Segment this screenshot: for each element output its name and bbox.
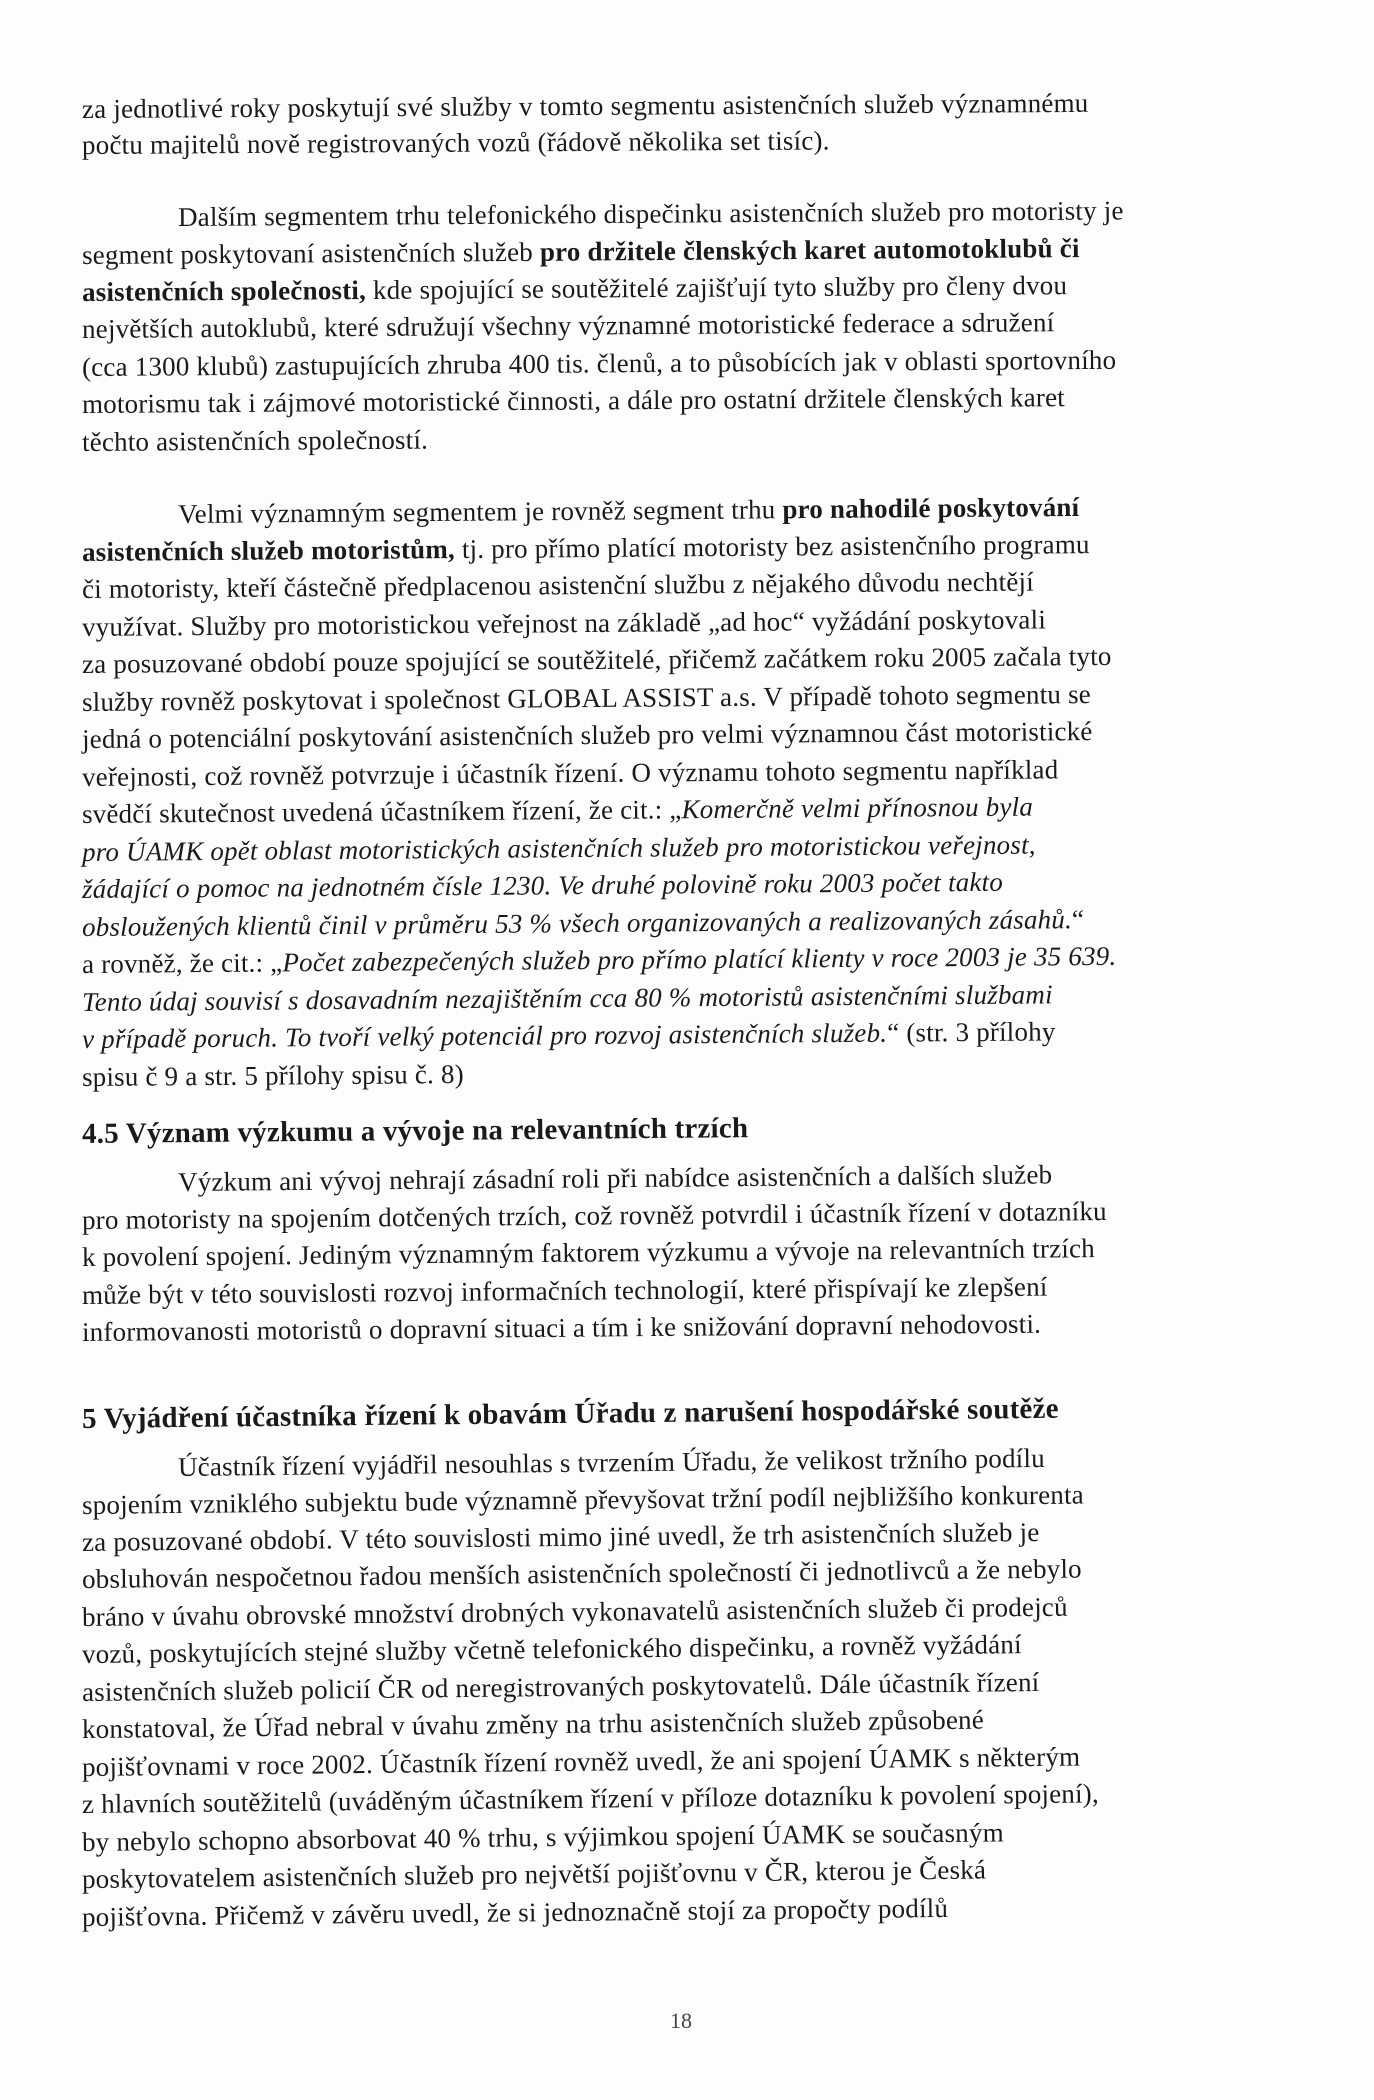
- bold-text: asistenčních společnosti,: [81, 275, 367, 307]
- text-line: [82, 1012, 1314, 1056]
- text-line: [82, 900, 1314, 944]
- bold-text: pro nahodilé poskytování: [782, 491, 1080, 525]
- text-line: [82, 637, 1314, 681]
- text-segment: a rovněž, že cit.: „: [81, 947, 283, 979]
- text-segment: poskytovatelem asistenčních služeb pro největší pojišťovnu v ČR, kterou je Česká: [81, 1854, 987, 1894]
- text-segment: či motoristy, kteří částečně předplacenou asistenční službu z nějakého důvodu nechtějí: [81, 566, 1034, 604]
- text-line: [82, 84, 1314, 126]
- italic-quote: Počet zabezpečených služeb pro přímo platící klienty v roce 2003 je 35 639.: [282, 940, 1117, 978]
- text-segment: Výzkum ani vývoj nehrají zásadní roli při nabídce asistenčních a dalších služeb: [177, 1159, 1053, 1197]
- text-segment: bráno v úvahu obrovské množství drobných vykonavatelů asistenčních služeb či prodejců: [81, 1591, 1068, 1632]
- text-segment: pojišťovna. Přičemž v závěru uvedl, že si jednoznačně stojí za propočty podílů: [81, 1892, 949, 1932]
- text-segment: “ (str. 3 přílohy: [887, 1016, 1056, 1048]
- text-line: [82, 1229, 1314, 1274]
- text-segment: svědčí skutečnost uvedená účastníkem řízení, že cit.: „: [81, 794, 682, 829]
- text-segment: by nebylo schopno absorbovat 40 % trhu, s výjimkou spojení ÚAMK se současným: [81, 1817, 1004, 1857]
- text-segment: Účastník řízení vyjádřil nesouhlas s tvrzením Úřadu, že velikost tržního podílu: [177, 1442, 1045, 1482]
- italic-quote: Tento údaj souvisí s dosavadním nezajištěním cca 80 % motoristů asistenčními službami: [81, 979, 1053, 1017]
- text-line: [82, 937, 1314, 981]
- italic-quote: žádající o pomoc na jednotném čísle 1230. Ve druhé polovině roku 2003 počet takto: [81, 866, 1004, 904]
- text-segment: těchto asistenčních společností.: [81, 424, 429, 457]
- text-line: [82, 825, 1314, 869]
- text-line: [82, 266, 1314, 309]
- text-line: [82, 1887, 1314, 1934]
- text-segment: využívat. Služby pro motoristickou veřejnost na základě „ad hoc“ vyžádání poskytovali: [81, 604, 1047, 642]
- heading-text: 4.5 Význam výzkumu a vývoje na relevantních trzích: [81, 1112, 749, 1150]
- text-line: [82, 341, 1314, 384]
- text-segment: segment poskytovaní asistenčních služeb: [81, 236, 540, 270]
- text-segment: konstatoval, že Úřad nebral v úvahu změny na trhu asistenčních služeb způsobené: [81, 1704, 985, 1744]
- text-line: [82, 787, 1314, 831]
- text-line: [178, 1155, 1314, 1199]
- italic-quote: Komerčně velmi přínosnou byla: [681, 791, 1034, 825]
- text-segment: Velmi významným segmentem je rovněž segment trhu: [177, 494, 783, 529]
- text-line: [82, 229, 1314, 272]
- text-segment: největších autoklubů, které sdružují všechny významné motoristické federace a sdružení: [81, 307, 1055, 344]
- text-segment: za posuzované období pouze spojující se soutěžitelé, přičemž začátkem roku 2005 začala tyto: [81, 640, 1112, 679]
- text-segment: spojením vzniklého subjektu bude významně převyšovat tržní podíl nejbližšího konkurenta: [81, 1479, 1085, 1520]
- text-segment: z hlavních soutěžitelů (uváděným účastníkem řízení v příloze dotazníku k povolení spojení),: [81, 1778, 1100, 1819]
- text-segment: asistenčních služeb policií ČR od neregistrovaných poskytovatelů. Dále účastník řízení: [81, 1666, 1040, 1707]
- section-heading: [82, 1391, 1172, 1436]
- text-line: [82, 525, 1314, 569]
- text-line: [82, 600, 1314, 644]
- text-segment: Dalším segmentem trhu telefonického dispečinku asistenčních služeb pro motoristy je: [177, 195, 1124, 232]
- text-line: [82, 303, 1314, 346]
- heading-text: 5 Vyjádření účastníka řízení k obavám Úřadu z narušení hospodářské soutěže: [81, 1392, 1059, 1435]
- text-line: [82, 862, 1314, 906]
- text-line: [82, 421, 602, 459]
- text-segment: služby rovněž poskytovat i společnost GLOBAL ASSIST a.s. V případě tohoto segmentu se: [81, 679, 1092, 717]
- text-line: [82, 1305, 1212, 1349]
- text-line: [178, 192, 1314, 234]
- text-segment: k povolení spojení. Jediným významným faktorem výzkumu a vývoje na relevantních trzích: [81, 1233, 1096, 1272]
- text-segment: vozů, poskytujících stejné služby včetně telefonického dispečinku, a rovněž vyžádání: [81, 1629, 1022, 1669]
- italic-quote: pro ÚAMK opět oblast motoristických asistenčních služeb pro motoristickou veřejnost,: [81, 829, 1036, 867]
- text-segment: pojišťovnami v roce 2002. Účastník řízení rovněž uvedl, že ani spojení ÚAMK s některým: [81, 1741, 1081, 1782]
- text-line: [82, 122, 1092, 162]
- text-segment: tj. pro přímo platící motoristy bez asistenčního programu: [454, 529, 1090, 565]
- text-line: [82, 712, 1314, 756]
- text-segment: pro motoristy na spojením dotčených trzích, což rovněž potvrdil i účastník řízení v dotazníku: [81, 1196, 1107, 1235]
- text-segment: “: [1071, 904, 1085, 935]
- text-line: [82, 1056, 642, 1094]
- text-segment: spisu č 9 a str. 5 přílohy spisu č. 8): [81, 1059, 464, 1092]
- page-number: 18: [670, 2008, 692, 2033]
- text-line: [82, 750, 1314, 794]
- text-line: [82, 378, 1314, 421]
- italic-quote: obsloužených klientů činil v průměru 53 % všech organizovaných a realizovaných zásahů.: [81, 904, 1073, 942]
- bold-text: asistenčních služeb motoristům,: [81, 534, 456, 567]
- text-segment: může být v této souvislosti rozvoj informačních technologií, které přispívají ke zlepšení: [81, 1271, 1048, 1310]
- text-segment: veřejnosti, což rovněž potvrzuje i účastník řízení. O významu tohoto segmentu například: [81, 754, 1059, 792]
- text-segment: kde spojující se soutěžitelé zajišťují tyto služby pro členy dvou: [365, 270, 1068, 306]
- text-segment: obsluhován nespočetnou řadou menších asistenčních společností či jednotlivců a že nebylo: [81, 1553, 1082, 1594]
- italic-quote: v případě poruch. To tvoří velký potenciál pro rozvoj asistenčních služeb.: [81, 1017, 888, 1054]
- section-heading: [82, 1110, 882, 1151]
- text-segment: za posuzované období. V této souvislosti mimo jiné uvedl, že trh asistenčních služeb je: [81, 1516, 1040, 1557]
- text-segment: (cca 1300 klubů) zastupujících zhruba 400 tis. členů, a to působících jak v oblasti sportovního: [81, 344, 1117, 382]
- text-segment: za jednotlivé roky poskytují své služby v tomto segmentu asistenčních služeb významnému: [81, 87, 1089, 124]
- text-segment: motorismu tak i zájmové motoristické činnosti, a dále pro ostatní držitele členských karet: [81, 382, 1066, 419]
- text-segment: počtu majitelů nově registrovaných vozů (řádově několika set tisíc).: [81, 125, 830, 160]
- text-segment: jedná o potenciální poskytování asistenčních služeb pro velmi významnou část motoristické: [81, 716, 1093, 754]
- bold-text: pro držitele členských karet automotoklubů či: [539, 233, 1080, 267]
- text-line: [82, 675, 1314, 719]
- text-line: [82, 975, 1314, 1019]
- text-segment: informovanosti motoristů o dopravní situaci a tím i ke snižování dopravní nehodovosti.: [81, 1308, 1042, 1347]
- text-line: [82, 562, 1314, 606]
- text-line: [178, 488, 1314, 531]
